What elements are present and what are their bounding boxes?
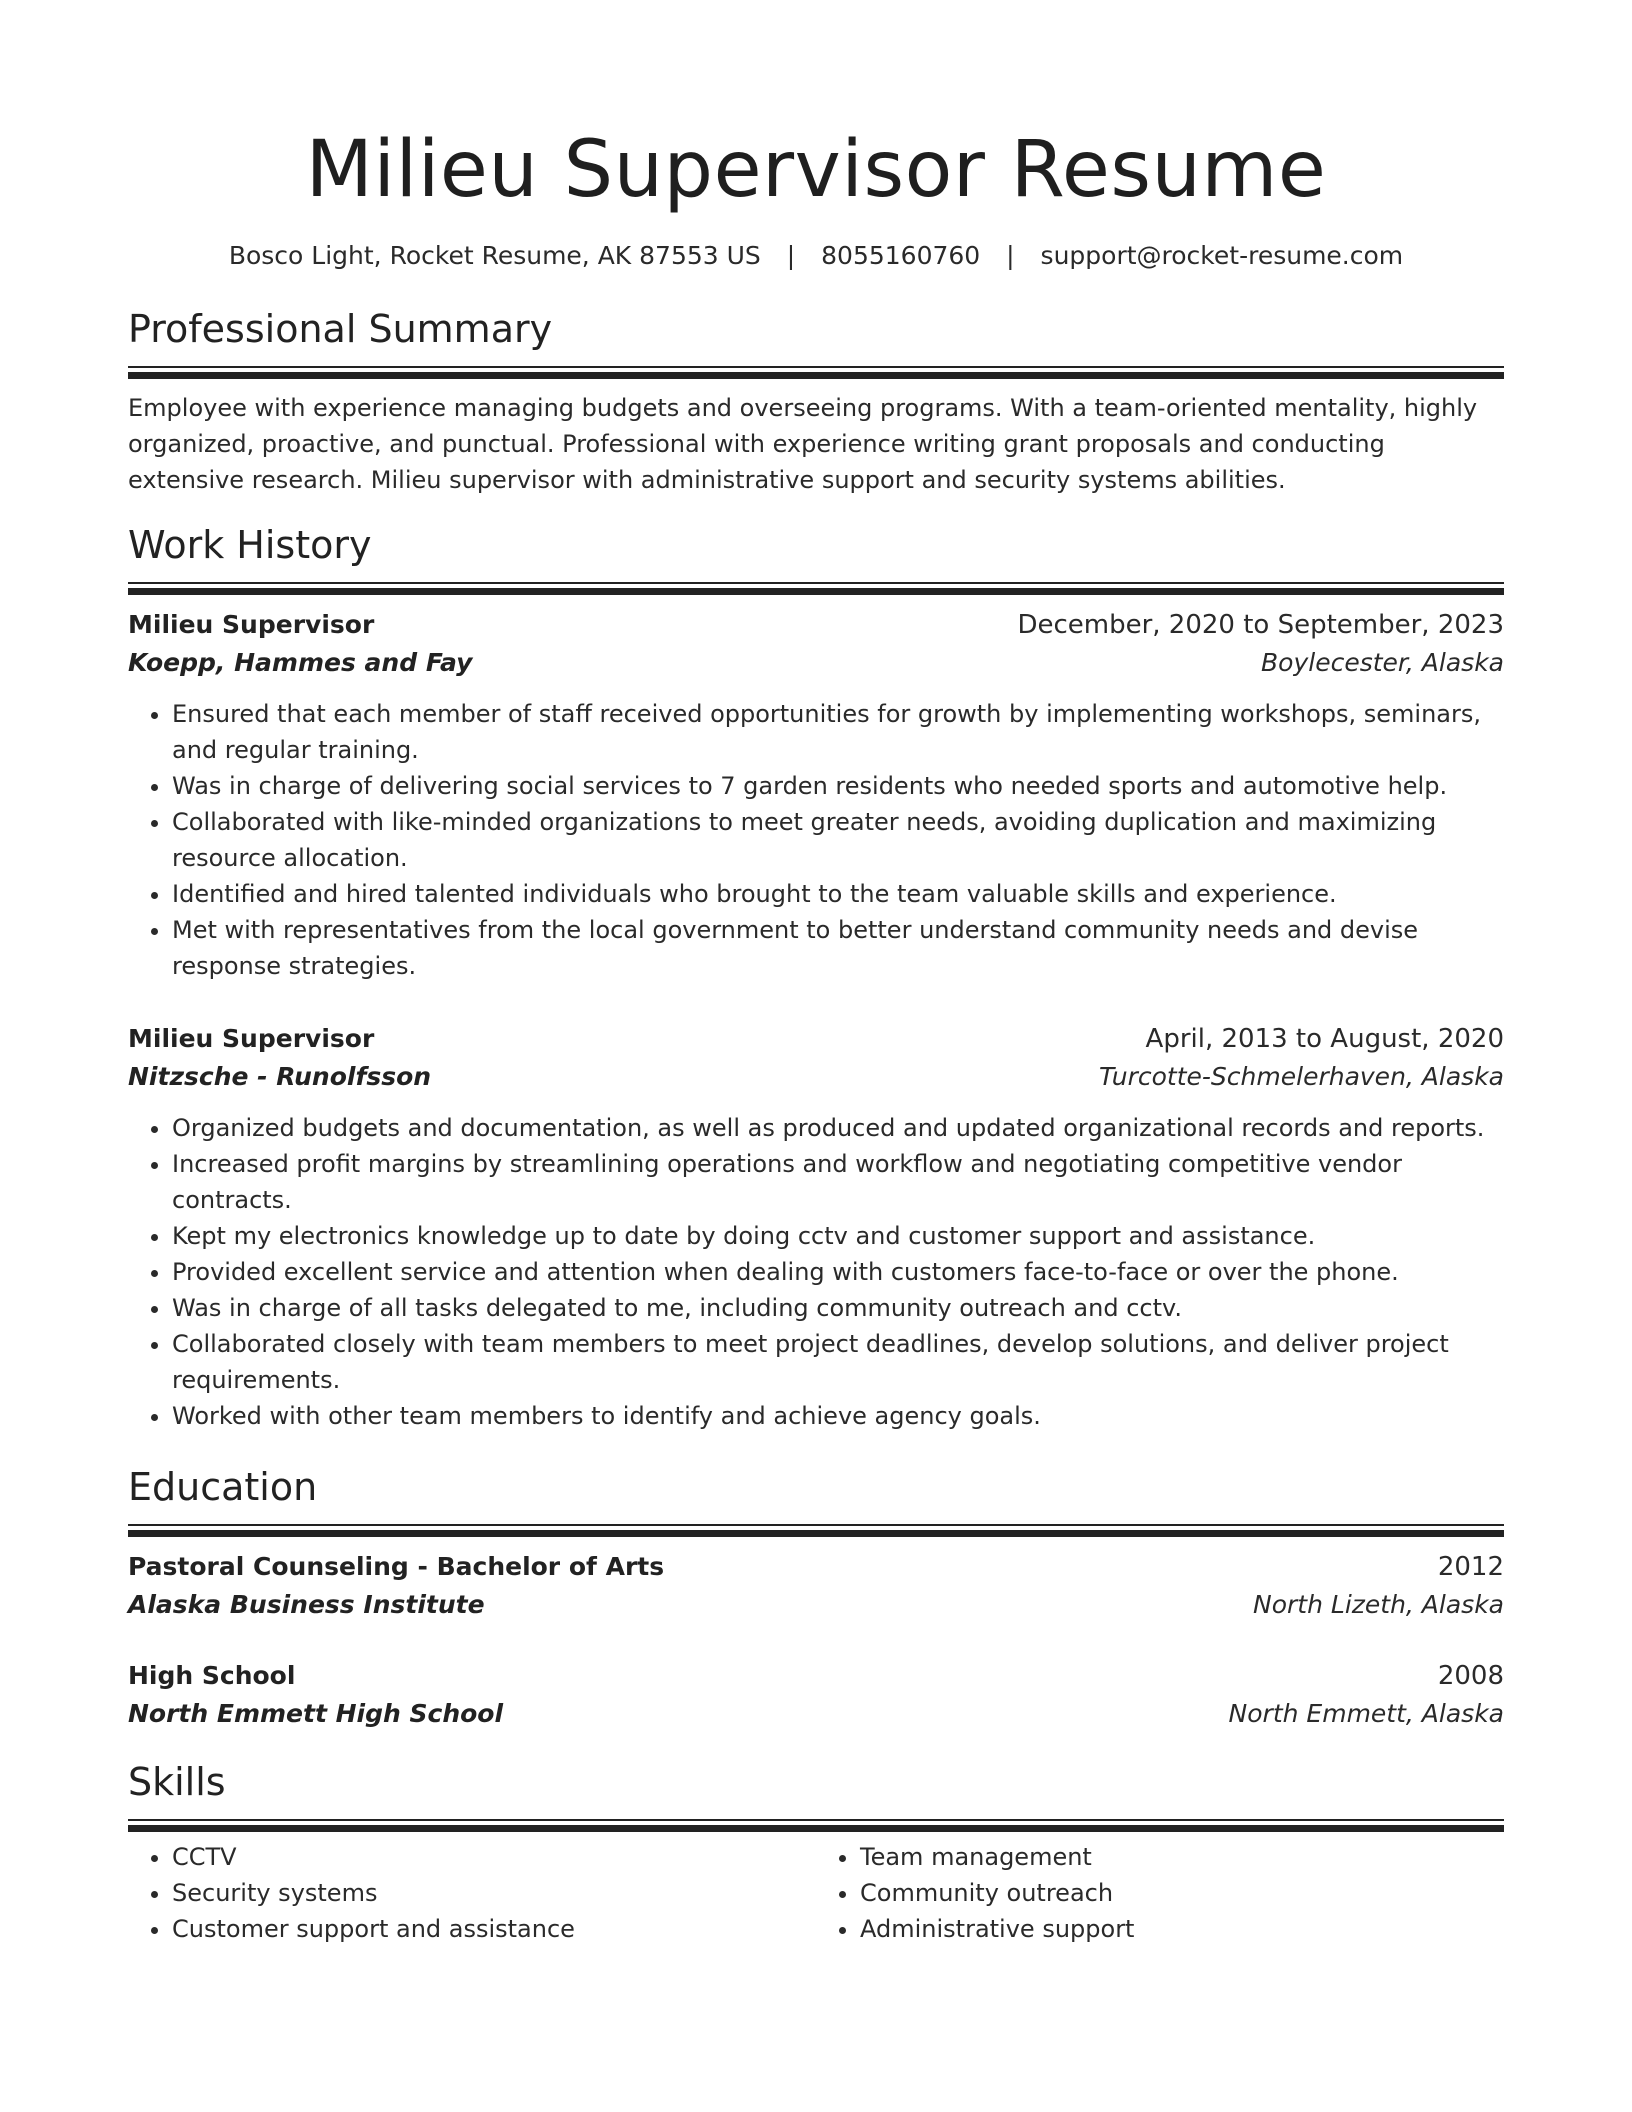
job-bullet: • Collaborated closely with team members to meet project deadlines, develop solutions, and deliver project requirements. bbox=[172, 1326, 1504, 1398]
education-degree: High School bbox=[128, 1661, 296, 1690]
job-title: Milieu Supervisor bbox=[128, 1024, 375, 1053]
skills-column-left bbox=[128, 1839, 816, 1947]
education-entry bbox=[128, 1548, 1504, 1624]
job-bullet: • Worked with other team members to identify and achieve agency goals. bbox=[172, 1398, 1504, 1434]
contact-address: Bosco Light, Rocket Resume, AK 87553 US bbox=[228, 241, 761, 270]
skill-item: • Administrative support bbox=[860, 1911, 1504, 1947]
education-year: 2008 bbox=[1437, 1661, 1504, 1691]
skill-item: • Customer support and assistance bbox=[172, 1911, 816, 1947]
skills-section bbox=[128, 1759, 1504, 1947]
job-bullet: • Ensured that each member of staff received opportunities for growth by implementing workshops, seminars, and regular training. bbox=[172, 696, 1504, 768]
section-divider bbox=[128, 1819, 1504, 1821]
skills-column-right bbox=[816, 1839, 1504, 1947]
job-bullet: • Increased profit margins by streamlining operations and workflow and negotiating competitive vendor contracts. bbox=[172, 1146, 1504, 1218]
section-heading-work: Work History bbox=[128, 523, 372, 567]
job-bullet: • Organized budgets and documentation, as well as produced and updated organizational records and reports. bbox=[172, 1110, 1504, 1146]
skill-item: • Team management bbox=[860, 1839, 1504, 1875]
job-bullet: • Was in charge of delivering social services to 7 garden residents who needed sports and automotive help. bbox=[172, 768, 1504, 804]
education-year: 2012 bbox=[1437, 1552, 1504, 1582]
job-bullet: • Kept my electronics knowledge up to date by doing cctv and customer support and assistance. bbox=[172, 1218, 1504, 1254]
job-location: Boylecester, Alaska bbox=[1261, 648, 1504, 677]
job-bullets bbox=[128, 1110, 1504, 1434]
contact-phone: 8055160760 bbox=[821, 241, 981, 270]
job-dates: April, 2013 to August, 2020 bbox=[1145, 1024, 1504, 1054]
education-location: North Lizeth, Alaska bbox=[1253, 1590, 1504, 1619]
summary-section bbox=[128, 306, 1504, 498]
section-divider bbox=[128, 1524, 1504, 1526]
education-school: Alaska Business Institute bbox=[128, 1590, 485, 1619]
education-degree: Pastoral Counseling - Bachelor of Arts bbox=[128, 1552, 665, 1581]
contact-email: support@rocket-resume.com bbox=[1040, 241, 1404, 270]
skill-item: • Community outreach bbox=[860, 1875, 1504, 1911]
section-heading-education: Education bbox=[128, 1465, 318, 1509]
education-location: North Emmett, Alaska bbox=[1228, 1699, 1504, 1728]
skill-item: • CCTV bbox=[172, 1839, 816, 1875]
education-section bbox=[128, 1464, 1504, 1733]
job-entry bbox=[128, 1020, 1504, 1434]
job-bullet: • Provided excellent service and attention when dealing with customers face-to-face or over the phone. bbox=[172, 1254, 1504, 1290]
education-school: North Emmett High School bbox=[128, 1699, 504, 1728]
section-heading-skills: Skills bbox=[128, 1760, 226, 1804]
job-bullet: • Was in charge of all tasks delegated to me, including community outreach and cctv. bbox=[172, 1290, 1504, 1326]
skill-item: • Security systems bbox=[172, 1875, 816, 1911]
job-title: Milieu Supervisor bbox=[128, 610, 375, 639]
skills-grid bbox=[128, 1839, 1504, 1947]
job-dates: December, 2020 to September, 2023 bbox=[1017, 610, 1504, 640]
job-bullet: • Collaborated with like-minded organizations to meet greater needs, avoiding duplication and maximizing resource allocation. bbox=[172, 804, 1504, 876]
summary-text: Employee with experience managing budgets and overseeing programs. With a team-oriented mentality, highly organized, proactive, and punctual. Professional with experience writing grant proposals and conducting extensive research. Milieu supervisor with administrative support and security systems abilities. bbox=[128, 394, 1478, 494]
job-bullet: • Identified and hired talented individuals who brought to the team valuable skills and experience. bbox=[172, 876, 1504, 912]
resume-title: Milieu Supervisor Resume bbox=[305, 125, 1327, 215]
contact-separator: | bbox=[1006, 241, 1015, 270]
job-entry bbox=[128, 606, 1504, 984]
contact-line bbox=[128, 240, 1504, 272]
job-company: Nitzsche - Runolfsson bbox=[128, 1062, 432, 1091]
job-bullet: • Met with representatives from the local government to better understand community needs and devise response strategies. bbox=[172, 912, 1504, 984]
work-section bbox=[128, 522, 1504, 1434]
section-divider bbox=[128, 366, 1504, 368]
job-location: Turcotte-Schmelerhaven, Alaska bbox=[1099, 1062, 1504, 1091]
section-heading-summary: Professional Summary bbox=[128, 307, 553, 351]
job-bullets bbox=[128, 696, 1504, 984]
section-divider bbox=[128, 582, 1504, 584]
job-company: Koepp, Hammes and Fay bbox=[128, 648, 473, 677]
education-entry bbox=[128, 1657, 1504, 1733]
contact-separator: | bbox=[786, 241, 796, 270]
